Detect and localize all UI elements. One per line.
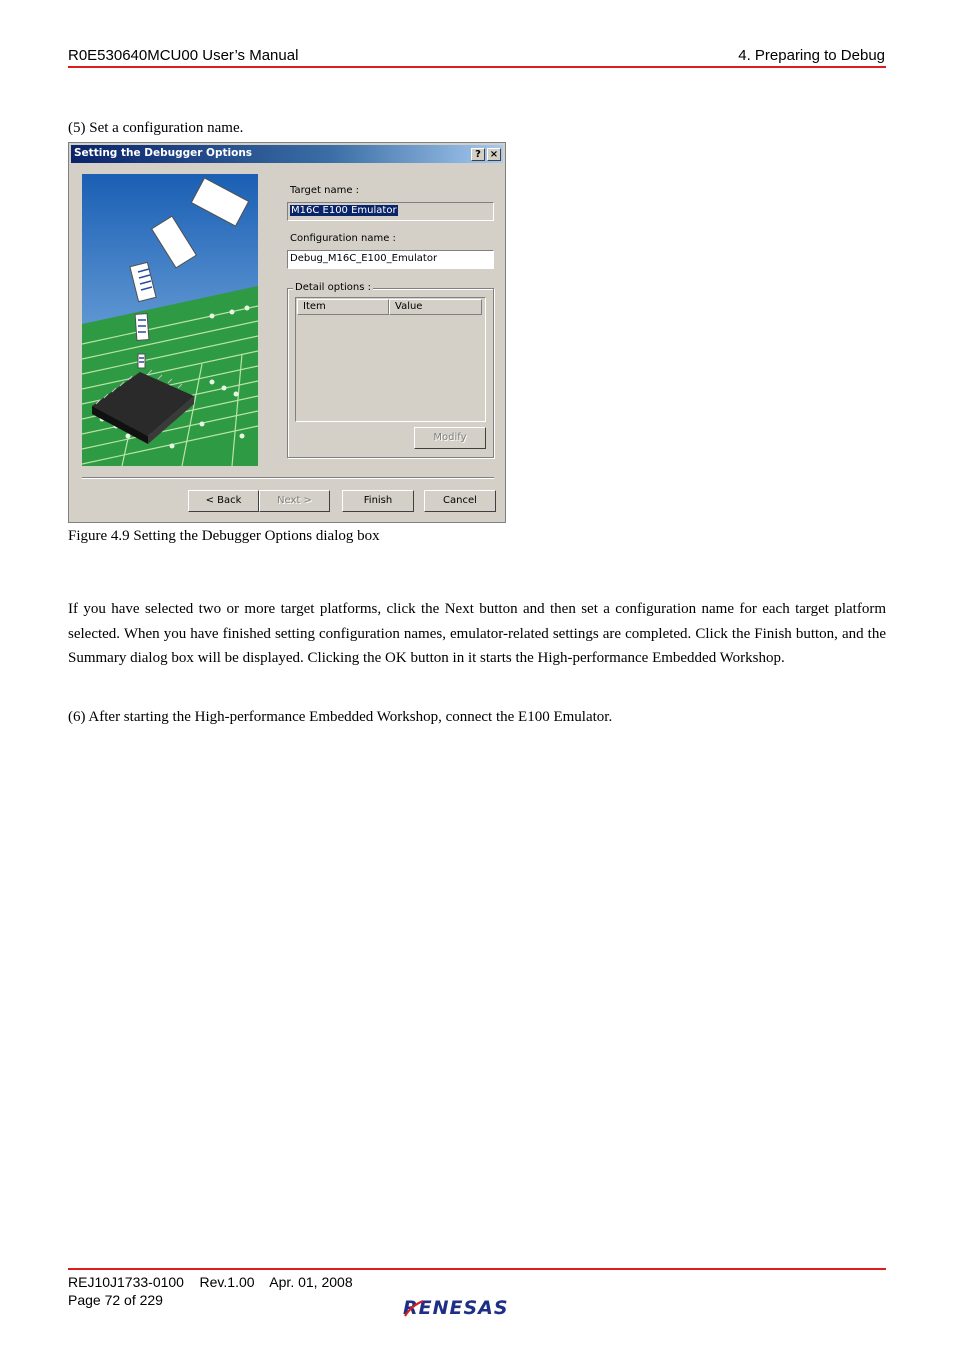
configuration-name-input[interactable]: Debug_M16C_E100_Emulator — [287, 250, 494, 269]
header-rule — [68, 66, 886, 68]
wizard-illustration — [82, 174, 258, 466]
detail-options-label: Detail options : — [295, 282, 372, 293]
dialog-title: Setting the Debugger Options — [74, 147, 253, 159]
footer-rule — [68, 1268, 886, 1270]
body-paragraph: If you have selected two or more target platforms, click the Next button and then set a configuration name for each target platform selected. When you have finished setting configuration names, emulator-related settings are completed. Click the Finish button, and the Summary dialog box will be displayed. Clicking the OK button in it starts the High-performance Embedded Workshop. — [68, 601, 886, 666]
target-name-label: Target name : — [290, 185, 360, 196]
svg-text:RENESAS: RENESAS — [403, 1297, 509, 1319]
step-6-text: (6) After starting the High-performance Embedded Workshop, connect the E100 Emulator. — [68, 709, 613, 725]
configuration-name-label: Configuration name : — [290, 233, 396, 244]
header-chapter: 4. Preparing to Debug — [738, 47, 885, 64]
target-name-value: M16C E100 Emulator — [291, 205, 397, 216]
cancel-button[interactable]: Cancel — [424, 490, 496, 512]
debugger-options-dialog — [68, 142, 506, 523]
close-button[interactable]: × — [487, 148, 501, 161]
back-button[interactable]: < Back — [188, 490, 259, 512]
next-button[interactable]: Next > — [259, 490, 330, 512]
column-header-value[interactable]: Value — [389, 299, 482, 315]
step-5-text: (5) Set a configuration name. — [68, 120, 244, 136]
footer-doc-info: REJ10J1733-0100 Rev.1.00 Apr. 01, 2008 — [68, 1274, 353, 1290]
detail-options-list[interactable] — [295, 297, 486, 422]
renesas-logo — [403, 1295, 551, 1324]
figure-caption: Figure 4.9 Setting the Debugger Options dialog box — [68, 528, 380, 544]
dialog-separator — [82, 477, 494, 479]
footer-page-number: Page 72 of 229 — [68, 1292, 163, 1308]
header-manual-title: R0E530640MCU00 User’s Manual — [68, 47, 299, 64]
target-name-field[interactable] — [287, 202, 494, 221]
column-header-item[interactable]: Item — [297, 299, 389, 315]
dialog-titlebar — [71, 145, 503, 163]
finish-button[interactable]: Finish — [342, 490, 414, 512]
modify-button[interactable]: Modify — [414, 427, 486, 449]
help-button[interactable]: ? — [471, 148, 485, 161]
